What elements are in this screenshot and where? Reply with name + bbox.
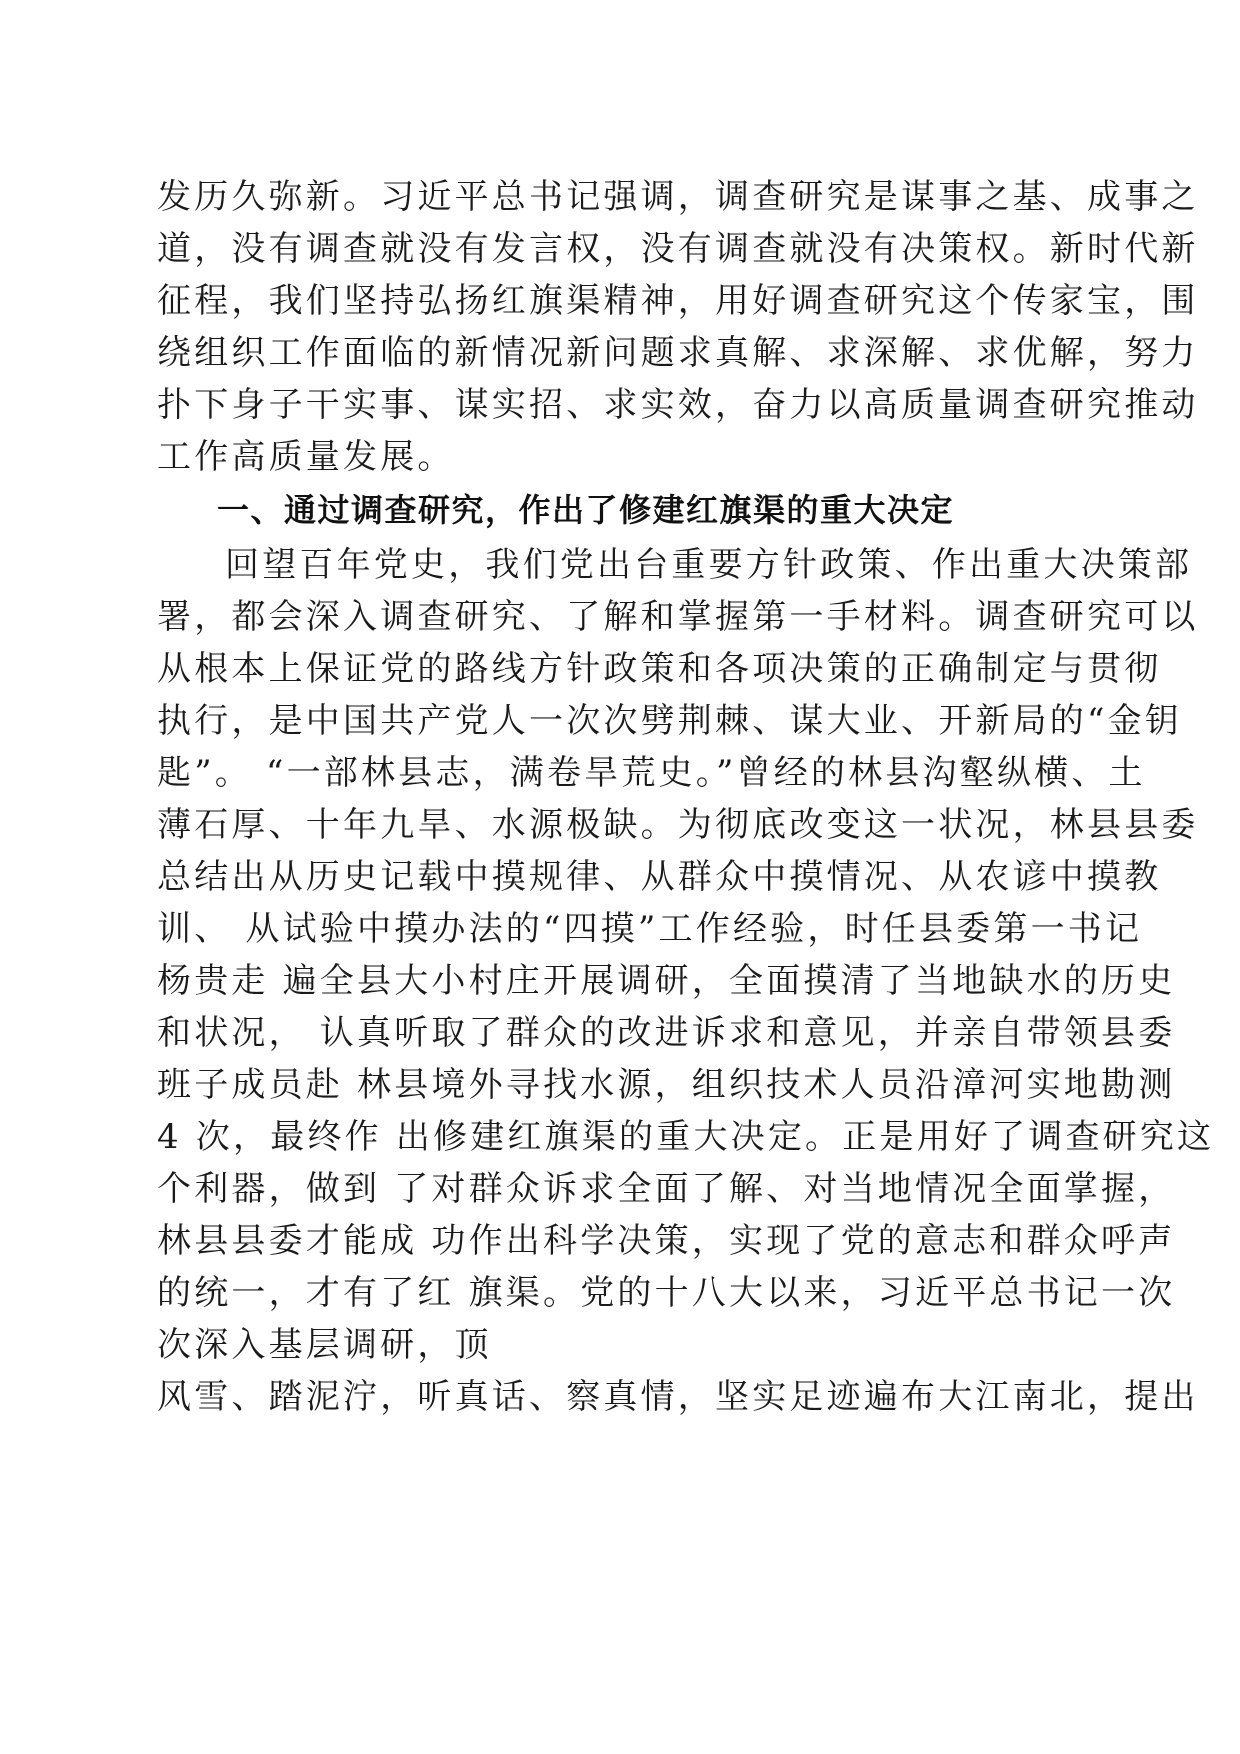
text-line: 薄石厚、十年九旱、水源极缺。为彻底改变这一状况，林县县委 [157, 805, 1199, 845]
text-line: 工作高质量发展。 [157, 437, 455, 477]
text-line: 匙”。 “一部林县志，满卷旱荒史。”曾经的林县沟壑纵横、土 [157, 753, 1146, 793]
text-line: 林县县委才能成 功作出科学决策，实现了党的意志和群众呼声 [157, 1221, 1176, 1261]
text-line: 杨贵走 遍全县大小村庄开展调研，全面摸清了当地缺水的历史 [157, 961, 1176, 1001]
text-line: 总结出从历史记载中摸规律、从群众中摸情况、从农谚中摸教 [157, 857, 1162, 897]
text-line: 训、 从试验中摸办法的“四摸”工作经验，时任县委第一书记 [157, 909, 1143, 949]
text-line: 和状况， 认真听取了群众的改进诉求和意见，并亲自带领县委 [157, 1013, 1176, 1053]
text-line: 署，都会深入调查研究、了解和掌握第一手材料。调查研究可以 [157, 597, 1199, 637]
text-line: 的统一，才有了红 旗渠。党的十八大以来，习近平总书记一次 [157, 1273, 1176, 1313]
text-line: 次深入基层调研，顶 [157, 1325, 492, 1365]
text-line: 4 次，最终作 出修建红旗渠的重大决定。正是用好了调查研究这 [157, 1117, 1215, 1157]
text-line: 班子成员赴 林县境外寻找水源，组织技术人员沿漳河实地勘测 [157, 1065, 1176, 1105]
text-line: 个利器，做到 了对群众诉求全面了解、对当地情况全面掌握， [157, 1169, 1176, 1209]
text-line: 回望百年党史，我们党出台重要方针政策、作出重大决策部 [225, 545, 1193, 585]
text-line: 发历久弥新。习近平总书记强调，调查研究是谋事之基、成事之 [157, 177, 1199, 217]
text-line: 扑下身子干实事、谋实招、求实效，奋力以高质量调查研究推动 [157, 385, 1199, 425]
text-line: 道，没有调查就没有发言权，没有调查就没有决策权。新时代新 [157, 229, 1199, 269]
text-line: 执行，是中国共产党人一次次劈荆棘、谋大业、开新局的“金钥 [157, 701, 1182, 741]
text-line: 风雪、踏泥泞，听真话、察真情，坚实足迹遍布大江南北，提出 [157, 1377, 1199, 1417]
text-line: 从根本上保证党的路线方针政策和各项决策的正确制定与贯彻 [157, 649, 1162, 689]
text-line: 征程，我们坚持弘扬红旗渠精神，用好调查研究这个传家宝，围 [157, 281, 1199, 321]
text-line: 绕组织工作面临的新情况新问题求真解、求深解、求优解，努力 [157, 333, 1199, 373]
section-heading: 一、通过调查研究，作出了修建红旗渠的重大决定 [217, 491, 955, 529]
